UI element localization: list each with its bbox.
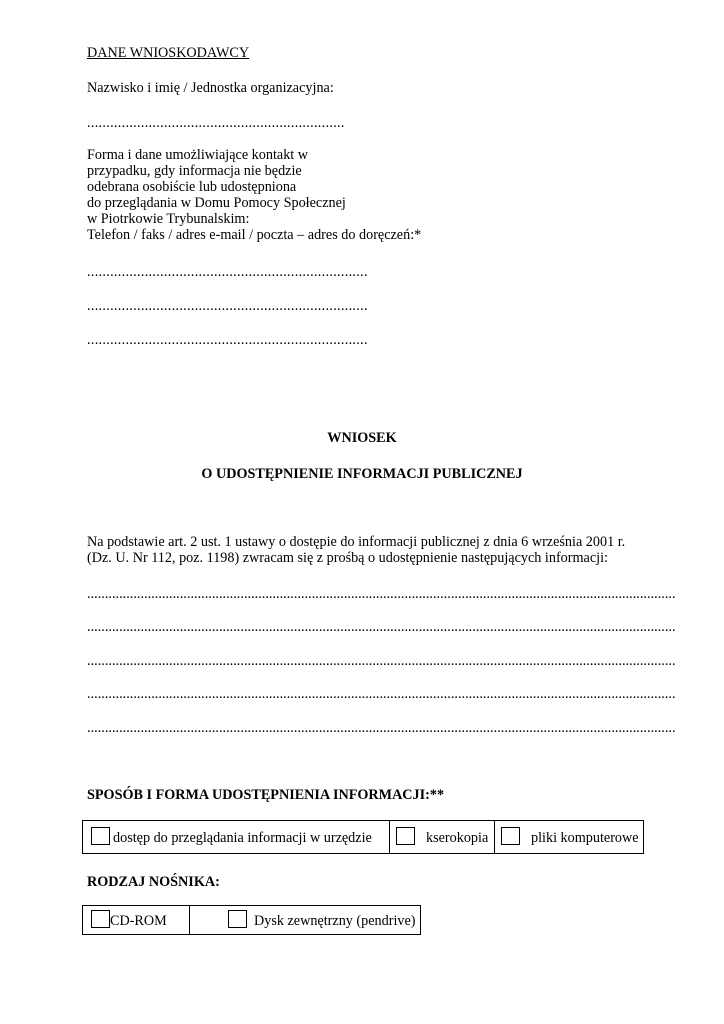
checkbox[interactable] (228, 910, 247, 928)
medium-options (82, 905, 421, 935)
option-label: kserokopia (426, 830, 489, 846)
medium-option-pendrive[interactable] (190, 906, 421, 935)
option-label: Dysk zewnętrzny (pendrive) (254, 913, 416, 929)
contact-info-line: odebrana osobiście lub udostępniona (87, 179, 297, 195)
request-body-line: (Dz. U. Nr 112, poz. 1198) zwracam się z prośbą o udostępnienie następujących informacji: (87, 550, 608, 566)
request-body-line: Na podstawie art. 2 ust. 1 ustawy o dostępie do informacji publicznej z dnia 6 września 2001 r. (87, 534, 626, 550)
info-fill-line[interactable]: ..................................................................................................................................................................... (87, 720, 676, 736)
info-fill-line[interactable]: ..................................................................................................................................................................... (87, 653, 676, 669)
checkbox[interactable] (501, 827, 520, 845)
contact-info-line: Telefon / faks / adres e-mail / poczta – adres do doręczeń:* (87, 227, 422, 243)
access-option-files[interactable] (495, 821, 644, 854)
checkbox[interactable] (91, 910, 110, 928)
access-option-office[interactable] (83, 821, 390, 854)
name-label: Nazwisko i imię / Jednostka organizacyjna: (87, 80, 334, 96)
info-fill-line[interactable]: ..................................................................................................................................................................... (87, 619, 676, 635)
contact-fill-line[interactable]: ......................................................................... (87, 264, 368, 280)
checkbox[interactable] (396, 827, 415, 845)
access-option-copy[interactable] (390, 821, 495, 854)
contact-info-line: Forma i dane umożliwiające kontakt w (87, 147, 309, 163)
checkbox[interactable] (91, 827, 110, 845)
info-fill-line[interactable]: ..................................................................................................................................................................... (87, 586, 676, 602)
request-subtitle: O UDOSTĘPNIENIE INFORMACJI PUBLICZNEJ (201, 466, 523, 482)
contact-info-line: w Piotrkowie Trybunalskim: (87, 211, 250, 227)
access-form-heading: SPOSÓB I FORMA UDOSTĘPNIENIA INFORMACJI:** (87, 787, 445, 803)
request-title: WNIOSEK (327, 430, 397, 446)
info-fill-line[interactable]: ..................................................................................................................................................................... (87, 686, 676, 702)
contact-info-line: do przeglądania w Domu Pomocy Społecznej (87, 195, 346, 211)
contact-info-line: przypadku, gdy informacja nie będzie (87, 163, 302, 179)
contact-fill-line[interactable]: ......................................................................... (87, 298, 368, 314)
applicant-heading: DANE WNIOSKODAWCY (87, 45, 250, 61)
option-label: CD-ROM (110, 913, 167, 929)
option-label: pliki komputerowe (531, 830, 639, 846)
name-fill-line[interactable]: ................................................................... (87, 115, 345, 131)
option-label: dostęp do przeglądania informacji w urzędzie (113, 830, 372, 846)
access-form-options (82, 820, 644, 854)
medium-heading: RODZAJ NOŚNIKA: (87, 874, 220, 890)
medium-option-cd[interactable] (83, 906, 190, 935)
contact-fill-line[interactable]: ......................................................................... (87, 332, 368, 348)
